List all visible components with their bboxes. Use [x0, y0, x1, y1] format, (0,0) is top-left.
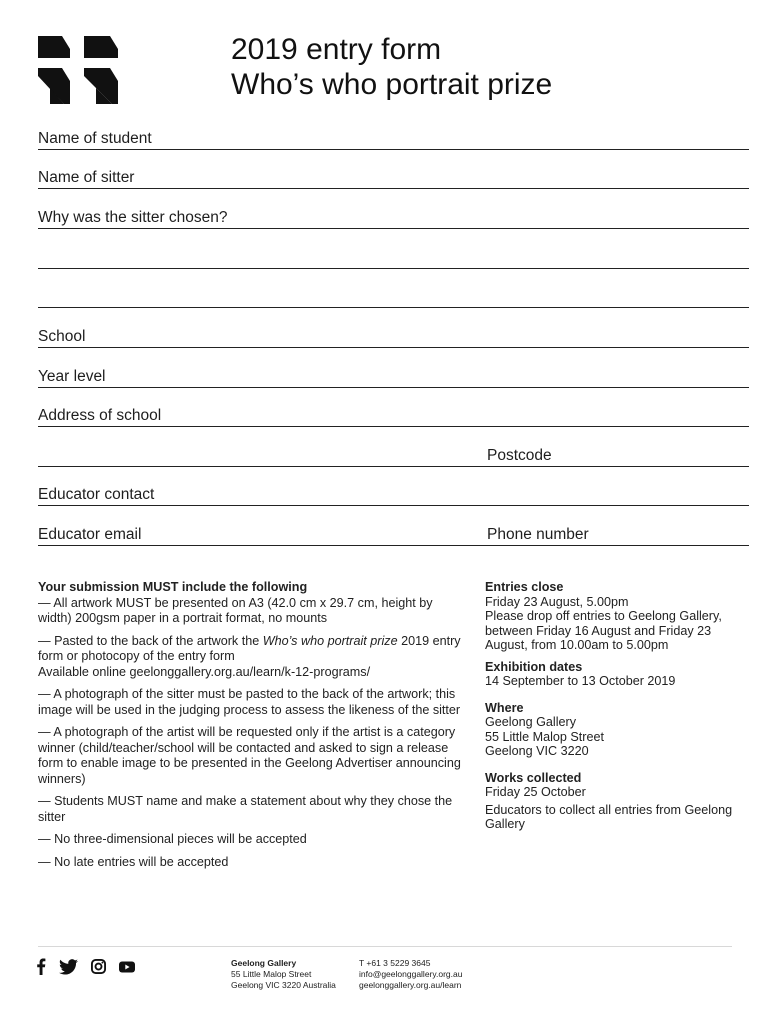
where-line: Geelong Gallery — [485, 715, 577, 729]
youtube-icon[interactable] — [119, 960, 135, 978]
field-label: Year level — [38, 368, 106, 385]
phone-number-label: Phone number — [487, 526, 589, 543]
field-why-line-3[interactable] — [38, 268, 749, 308]
facebook-icon[interactable] — [36, 958, 46, 980]
footer-city: Geelong VIC 3220 Australia — [231, 980, 336, 990]
works-collected-date: Friday 25 October — [485, 785, 586, 799]
title-line-2: Who’s who portrait prize — [231, 68, 553, 101]
field-school[interactable] — [38, 308, 749, 348]
requirement-text: — Pasted to the back of the artwork the — [38, 633, 263, 648]
footer-divider — [38, 946, 732, 947]
field-label: School — [38, 328, 86, 345]
requirement-item — [38, 634, 468, 681]
title-line-1: 2019 entry form — [231, 33, 442, 66]
social-links — [36, 958, 135, 980]
entries-close-heading: Entries close — [485, 580, 564, 594]
entries-close-note: Please drop off entries to Geelong Gallery, between Friday 16 August and Friday 23 August, from 10.00am to 5.00pm — [485, 609, 722, 652]
field-why-sitter-chosen[interactable] — [38, 189, 749, 229]
requirements-heading: Your submission MUST include the following — [38, 580, 308, 594]
requirement-item: — A photograph of the artist will be requested only if the artist is a category winner (child/teacher/school will be contacted and asked to sign a release form to enable image to be presented in the Geelong Advertiser announcing winners) — [38, 725, 461, 786]
key-dates — [485, 580, 747, 839]
field-label: Name of sitter — [38, 169, 135, 186]
submission-requirements — [38, 580, 468, 877]
exhibition-heading: Exhibition dates — [485, 659, 583, 674]
field-year-level[interactable] — [38, 348, 749, 388]
footer-address — [231, 958, 336, 991]
requirement-item: — All artwork MUST be presented on A3 (42.0 cm x 29.7 cm, height by width) 200gsm paper in a portrait format, no mounts — [38, 595, 433, 625]
field-label: Educator email — [38, 526, 142, 543]
requirement-item: — A photograph of the sitter must be pasted to the back of the artwork; this image will be used in the judging process to assess the likeness of the sitter — [38, 687, 461, 717]
requirement-item: — Students MUST name and make a statement about why they chose the sitter — [38, 794, 453, 824]
requirement-text: 2019 entry form or photocopy of the entry form — [38, 633, 461, 663]
field-label: Educator contact — [38, 486, 155, 503]
gallery-logo — [38, 36, 120, 104]
twitter-icon[interactable] — [59, 959, 78, 980]
exhibition-block — [485, 660, 747, 689]
prize-name: Who’s who portrait prize — [262, 633, 398, 648]
where-block — [485, 701, 747, 759]
field-why-line-2[interactable] — [38, 229, 749, 269]
works-collected-heading: Works collected — [485, 770, 582, 785]
entries-close-block — [485, 580, 747, 653]
footer-contact — [359, 958, 462, 991]
entries-close-date: Friday 23 August, 5.00pm — [485, 594, 629, 609]
footer-website[interactable]: geelonggallery.org.au/learn — [359, 980, 462, 990]
requirement-item: — No three-dimensional pieces will be accepted — [38, 832, 307, 846]
field-address-of-school[interactable] — [38, 387, 749, 427]
footer-email[interactable]: info@geelonggallery.org.au — [359, 969, 463, 979]
requirement-item: — No late entries will be accepted — [38, 854, 229, 869]
exhibition-dates: 14 September to 13 October 2019 — [485, 674, 676, 688]
form-title — [231, 32, 552, 102]
online-link: Available online geelonggallery.org.au/learn/k-12-programs/ — [38, 664, 371, 679]
postcode-label: Postcode — [487, 447, 552, 464]
where-line: Geelong VIC 3220 — [485, 744, 589, 758]
field-address-line-2[interactable] — [38, 427, 749, 467]
field-educator-email[interactable] — [38, 506, 749, 546]
footer-phone: T +61 3 5229 3645 — [359, 958, 431, 968]
works-collected-block — [485, 771, 747, 832]
field-educator-contact[interactable] — [38, 466, 749, 506]
where-heading: Where — [485, 700, 524, 715]
field-label: Why was the sitter chosen? — [38, 209, 228, 226]
field-name-of-sitter[interactable] — [38, 149, 749, 189]
field-label: Address of school — [38, 407, 162, 424]
instagram-icon[interactable] — [91, 959, 106, 979]
works-collected-note: Educators to collect all entries from Geelong Gallery — [485, 802, 733, 831]
where-line: 55 Little Malop Street — [485, 729, 605, 744]
field-name-of-student[interactable] — [38, 110, 749, 150]
field-label: Name of student — [38, 130, 152, 147]
footer-gallery-name: Geelong Gallery — [231, 958, 297, 968]
footer-street: 55 Little Malop Street — [231, 969, 312, 979]
